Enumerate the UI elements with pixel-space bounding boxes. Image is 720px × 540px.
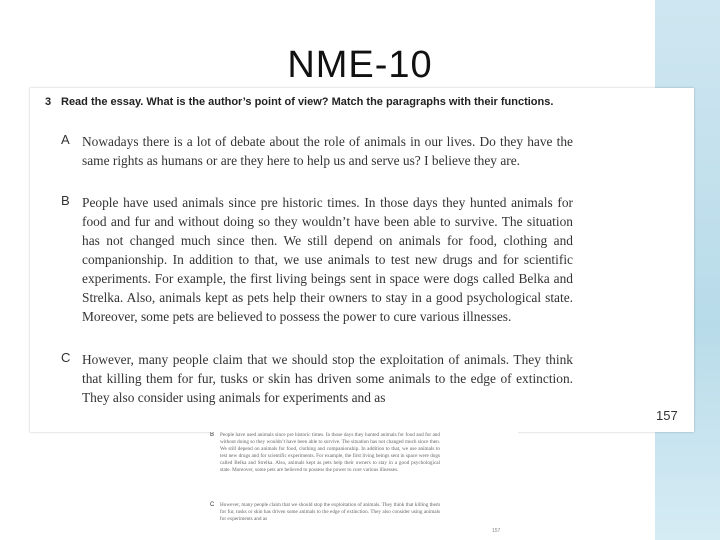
paragraph-letter: C xyxy=(210,502,215,508)
paragraph-letter: B xyxy=(61,193,70,208)
textbook-page-thumbnail xyxy=(210,432,518,540)
paragraph-text: Nowadays there is a lot of debate about the role of animals in our lives. Do they have the same rights as humans or are they here to help us and serve us? I believe they are. xyxy=(82,134,573,168)
thumbnail-paragraph-b xyxy=(210,432,440,474)
thumbnail-paragraph-c xyxy=(210,502,440,523)
paragraph-text: However, many people claim that we should stop the exploitation of animals. They think that killing them for fur, tusks or skin has driven some animals to the edge of extinction. They also consider using animals for experiments and as xyxy=(220,502,440,522)
exercise-instruction: Read the essay. What is the author’s point of view? Match the paragraphs with their functions. xyxy=(61,96,554,108)
slide-title: NME-10 xyxy=(287,44,433,86)
paragraph-text: However, many people claim that we should stop the exploitation of animals. They think that killing them for fur, tusks or skin has driven some animals to the edge of extinction. They also consider using animals for experiments and as xyxy=(82,352,573,405)
textbook-page-scan xyxy=(30,88,694,432)
paragraph-b xyxy=(61,193,573,326)
page-number: 157 xyxy=(656,408,678,423)
paragraph-text: People have used animals since pre historic times. In those days they hunted animals for food and fur and without doing so they wouldn’t have been able to survive. The situation has not changed much since then. We still depend on animals for food, clothing and companionship. In addition to that, we use animals to test new drugs and for scientific experiments. For example, the first living beings sent in space were dogs called Belka and Strelka. Also, animals kept as pets help their owners to stay in a good psychological state. Moreover, some pets are believed to possess the power to cure various illnesses. xyxy=(82,195,573,324)
paragraph-letter: C xyxy=(61,350,71,365)
paragraph-text: People have used animals since pre historic times. In those days they hunted animals for food and fur and without doing so they wouldn’t have been able to survive. The situation has not changed much since then. We still depend on animals for food, clothing and companionship. In addition to that, we use animals to test new drugs and for scientific experiments. For example, the first living beings sent in space were dogs called Belka and Strelka. Also, animals kept as pets help their owners to stay in a good psychological state. Moreover, some pets are believed to possess the power to cure various illnesses. xyxy=(220,432,440,473)
thumbnail-page-number: 157 xyxy=(492,528,501,534)
paragraph-a xyxy=(61,132,573,170)
paragraph-letter: A xyxy=(61,132,70,147)
paragraph-letter: B xyxy=(210,432,215,438)
exercise-number: 3 xyxy=(45,96,52,108)
paragraph-c xyxy=(61,350,573,407)
